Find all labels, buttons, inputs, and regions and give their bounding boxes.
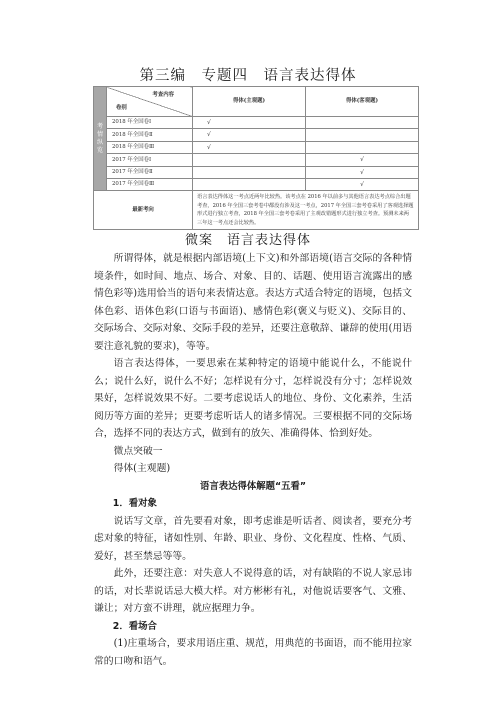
row-year: 2017 年全国卷Ⅰ <box>107 154 193 166</box>
five-looks-heading: 语言表达得体解题“五看” <box>199 480 307 492</box>
row-year: 2017 年全国卷Ⅱ <box>107 166 193 178</box>
paragraph-requirements: 语言表达得体，一要思索在某种特定的语境中能说什么，不能说什么；说什么好，说什么不好；怎样说有分寸，怎样说没有分寸；怎样说效果好，怎样说效果不好。二要考虑说话人的地位、身份、文化素养，生活阅历等方面的差异；更要考虑听话人的诸多情况。三要根据不同的交际场合，选择不同的表达方式，做到有的放矢、准确得体、恰到好处。 <box>94 358 412 439</box>
table-header-row <box>94 87 419 117</box>
section-heading-audience: 1．看对象 <box>112 498 157 509</box>
side-label: 考情纵览 <box>96 122 103 154</box>
row-check-objective <box>306 141 419 153</box>
row-check-subjective: √ <box>193 141 306 153</box>
row-check-objective: √ <box>306 166 419 178</box>
paragraph-audience-notes: 此外，还要注意：对失意人不说得意的话，对有缺陷的不说人家忌讳的话，对长辈说话忌大模大样。对方彬彬有礼，对他说话要客气、文雅、谦让；对方蛮不讲理，就应据理力争。 <box>94 568 412 614</box>
col-subjective-header: 得体(主观题) <box>193 87 306 117</box>
page-title: 第三编 专题四 语言表达得体 <box>139 68 357 84</box>
table-row <box>94 178 419 190</box>
recent-trend-text: 语言表达得体这一考点近两年比较热。该考点在 2016 年以前多与其他语言表达考点综合出题考查，2016 年全国三套考卷中都没有涉及这一考点，2017 年全国三套考卷采用了客观选择题形式进行独立考查，2018 年全国三套考卷采用了主观改错题形式进行独立考查。预测未来两三年这一考点还会比较热。 <box>193 191 419 230</box>
row-check-objective: √ <box>306 154 419 166</box>
row-year: 2018 年全国卷Ⅰ <box>107 117 193 129</box>
row-year: 2018 年全国卷Ⅲ <box>107 141 193 153</box>
header-content: 考查内容 <box>152 92 174 98</box>
paragraph-definition: 所谓得体，就是根据内部语境(上下文)和外部语境(语言交际的各种情境条件，如时间、地点、场合、对象、目的、话题、使用语言流露出的感情色彩等)选用恰当的语句来表情达意。表达方式适合特定的语境，包括文体色彩、语体色彩(口语与书面语)、感情色彩(褒义与贬义)、交际目的、交际场合、交际对象、交际手段的差异，还要注意敬辞、谦辞的使用(用语要注意礼貌的要求)，等等。 <box>94 253 412 352</box>
row-year: 2017 年全国卷Ⅲ <box>107 178 193 190</box>
table-row <box>94 166 419 178</box>
table-row <box>94 141 419 153</box>
micro-point-label: 微点突破一 <box>113 445 163 457</box>
row-check-subjective <box>193 154 306 166</box>
recent-trend-label: 最新考向 <box>94 191 193 230</box>
exam-overview-table <box>93 86 419 230</box>
col-objective-header: 得体(客观题) <box>306 87 419 117</box>
paragraph-occasion: (1)庄重场合，要求用语庄重、规范，用典范的书面语，而不能用拉家常的口吻和语气。 <box>94 638 412 667</box>
row-check-objective <box>306 129 419 141</box>
table-row <box>94 129 419 141</box>
section-heading-occasion: 2．看场合 <box>112 620 157 632</box>
row-check-subjective: √ <box>193 129 306 141</box>
header-area: 卷别 <box>116 104 127 111</box>
side-label-cell <box>94 87 107 191</box>
row-check-objective <box>306 117 419 129</box>
row-check-subjective: √ <box>193 117 306 129</box>
row-check-objective: √ <box>306 178 419 190</box>
section-subtitle: 微案 语言表达得体 <box>184 233 311 248</box>
row-year: 2018 年全国卷Ⅱ <box>107 129 193 141</box>
recent-trend-row <box>94 191 419 230</box>
row-check-subjective <box>193 178 306 190</box>
row-check-subjective <box>193 166 306 178</box>
table-row <box>94 117 419 129</box>
table-row <box>94 154 419 166</box>
micro-point-topic: 得体(主观题) <box>113 463 171 474</box>
diagonal-header-cell <box>107 87 193 117</box>
paragraph-audience: 说话写文章，首先要看对象，即考虑谁是听话者、阅读者，要充分考虑对象的特征，诸如性别、年龄、职业、身份、文化程度、性格、气质、爱好，甚至禁忌等等。 <box>94 515 412 562</box>
body-text <box>94 250 412 670</box>
